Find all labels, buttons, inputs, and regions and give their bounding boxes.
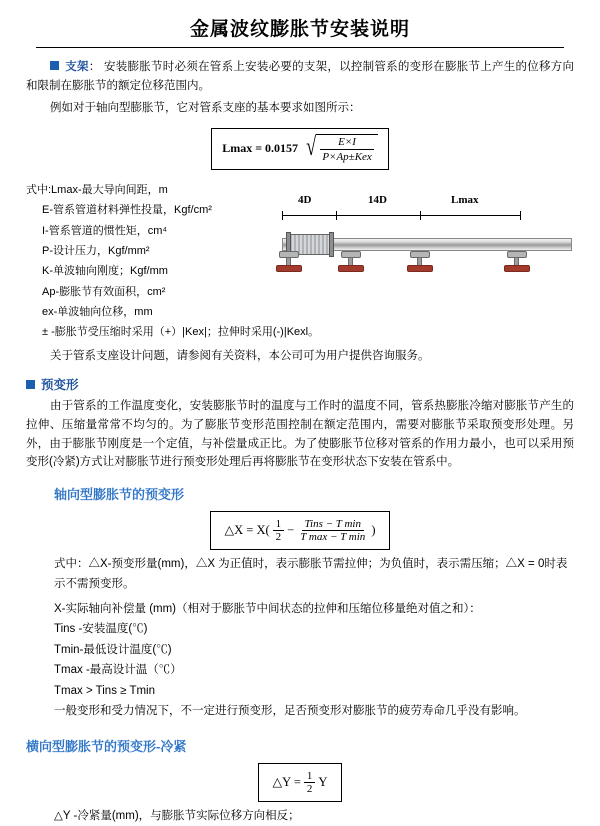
lmax-formula — [0, 128, 600, 170]
section-支架-paragraph-1: 支架： 安装膨胀节时必须在管系上安装必要的支架，以控制管系的变形在膨胀节上产生的位移方向和限制在膨胀节的额定位移范围内。 — [26, 61, 575, 92]
lmax-fraction — [316, 134, 378, 164]
axial-formula-temp-ratio — [297, 518, 368, 543]
bellows-end-cap — [329, 232, 334, 257]
support-base — [504, 265, 530, 272]
section-heading-支架: 支架 — [65, 61, 89, 73]
legend-item: ± -膨胀节受压缩时采用（+）|Kex|；拉伸时采用(-)|Kexl。 — [42, 326, 320, 339]
lateral-formula-box — [258, 763, 343, 802]
radical-icon: √ — [306, 131, 317, 161]
support-base — [407, 265, 433, 272]
lateral-formula-lead: △Y = — [272, 775, 301, 789]
axial-predeform-formula — [0, 511, 600, 550]
legend-item: E-管系管道材料弹性投量，Kgf/cm² — [42, 204, 212, 217]
axial-formula-box — [210, 511, 391, 550]
figure-label-14d: 14D — [368, 193, 387, 206]
lateral-formula-tail: Y — [318, 774, 328, 789]
section-heading-预变形: 预变形 — [41, 378, 79, 393]
section-heading-预变形-row — [26, 375, 574, 393]
dim-segment-4d — [282, 215, 336, 216]
dim-tick — [520, 211, 521, 220]
axial-note-5: Tmax -最高设计温（℃） — [54, 664, 182, 677]
axial-formula-minus: − — [287, 522, 295, 537]
axial-note-2: X-实际轴向补偿量 (mm)（相对于膨胀节中间状态的拉伸和压缩位移量绝对值之和）： — [54, 602, 481, 615]
dimension-lines — [276, 210, 574, 220]
temp-ratio-top: Tins − T min — [302, 518, 364, 531]
lmax-denominator: P×Ap±Kex — [322, 150, 372, 163]
page-title: 金属波纹膨胀节安装说明 — [189, 19, 410, 40]
blue-square-icon — [26, 380, 35, 389]
figure-dimension-labels — [276, 194, 574, 210]
section-支架-text-1: 安装膨胀节时必须在管系上安装必要的支架，以控制管系的变形在膨胀节上产生的位移方向和限制在膨胀节的额定位移范围内。 — [26, 61, 575, 92]
axial-note-3: Tins -安装温度(℃) — [54, 623, 148, 636]
blue-square-icon — [50, 61, 59, 70]
subsection-heading-axial: 轴向型膨胀节的预变形 — [54, 486, 185, 502]
section-预变形-paragraph-1: 由于管系的工作温度变化，安装膨胀节时的温度与工作时的温度不同，管系热膨胀冷缩对膨胀节产生的拉伸、压缩量常常不均匀的。为了膨胀节变形范围控制在额定范围内，需要对膨胀节采取预变形处理。另外，由于膨胀节刚度是一个定值，与补偿量成正比。为了使膨胀节位移对管系的作用力最小，也可以采用预变形(冷紧)方式让对膨胀节进行预变形处理后再将膨胀节在变形状态下安装在管系中。 — [26, 400, 574, 469]
legend-and-figure — [26, 180, 574, 343]
lmax-numerator: E×I — [320, 135, 374, 150]
support-base — [276, 265, 302, 272]
lateral-coldspring-formula — [0, 763, 600, 802]
legend-item: Ap-膨胀节有效面积，cm² — [42, 285, 166, 298]
pipe-support-anchor — [276, 251, 302, 273]
document-page — [0, 14, 600, 822]
axial-formula-half — [273, 518, 285, 543]
axial-formula-close: ) — [371, 522, 376, 537]
legend-item: 式中:Lmax-最大导向间距，m — [26, 183, 168, 196]
title-divider — [36, 47, 564, 48]
dim-segment-lmax — [420, 215, 520, 216]
temp-ratio-bottom: T max − T min — [300, 530, 366, 543]
axial-note-1: 式中：△X-预变形量(mm)，△X 为正值时，表示膨胀节需拉伸；为负值时，表示需压缩；△X = 0时表示不需预变形。 — [54, 557, 568, 591]
pipe-support-guide — [504, 251, 530, 273]
section-支架-paragraph-2: 例如对于轴向型膨胀节，它对管系支座的基本要求如图所示： — [50, 102, 361, 115]
lateral-formula-half — [304, 770, 316, 795]
axial-note-4: Tmin-最低设计温度(℃) — [54, 643, 172, 656]
axial-half-bottom: 2 — [275, 530, 282, 543]
dim-segment-14d — [336, 215, 420, 216]
legend-item: K-单波轴向刚度；Kgf/mm — [42, 265, 168, 278]
subsection-heading-lateral: 横向型膨胀节的预变形-冷紧 — [26, 738, 187, 754]
lateral-half-top: 1 — [304, 770, 316, 783]
pipe-support-guide — [338, 251, 364, 273]
section-支架-paragraph-3: 关于管系支座设计问题，请参阅有关资料，本公司可为用户提供咨询服务。 — [50, 349, 430, 362]
legend-item: P-设计压力，Kgf/mm² — [42, 244, 150, 257]
lateral-note: △Y -冷紧量(mm)，与膨胀节实际位移方向相反； — [54, 809, 300, 822]
support-base — [338, 265, 364, 272]
axial-formula-lead: △X = X( — [224, 523, 270, 538]
figure-label-lmax: Lmax — [451, 193, 479, 206]
axial-note-7: 一般变形和受力情况下，不一定进行预变形，足否预变形对膨胀节的疲劳寿命几乎没有影响。 — [54, 705, 526, 718]
axial-note-6: Tmax > Tins ≥ Tmin — [54, 684, 155, 697]
figure-label-4d: 4D — [298, 193, 312, 206]
axial-half-top: 1 — [273, 518, 285, 531]
lateral-half-bottom: 2 — [306, 782, 313, 795]
lmax-formula-box — [211, 128, 389, 170]
legend-item: I-管系管道的惯性矩，cm⁴ — [42, 224, 168, 237]
sqrt-symbol — [304, 131, 378, 164]
pipe-support-diagram — [276, 180, 574, 280]
pipe-assembly — [276, 222, 574, 280]
pipe-support-guide — [407, 251, 433, 273]
legend-item: ex-单波轴向位移，mm — [42, 305, 153, 318]
lmax-formula-lhs: Lmax = 0.0157 — [222, 141, 299, 156]
